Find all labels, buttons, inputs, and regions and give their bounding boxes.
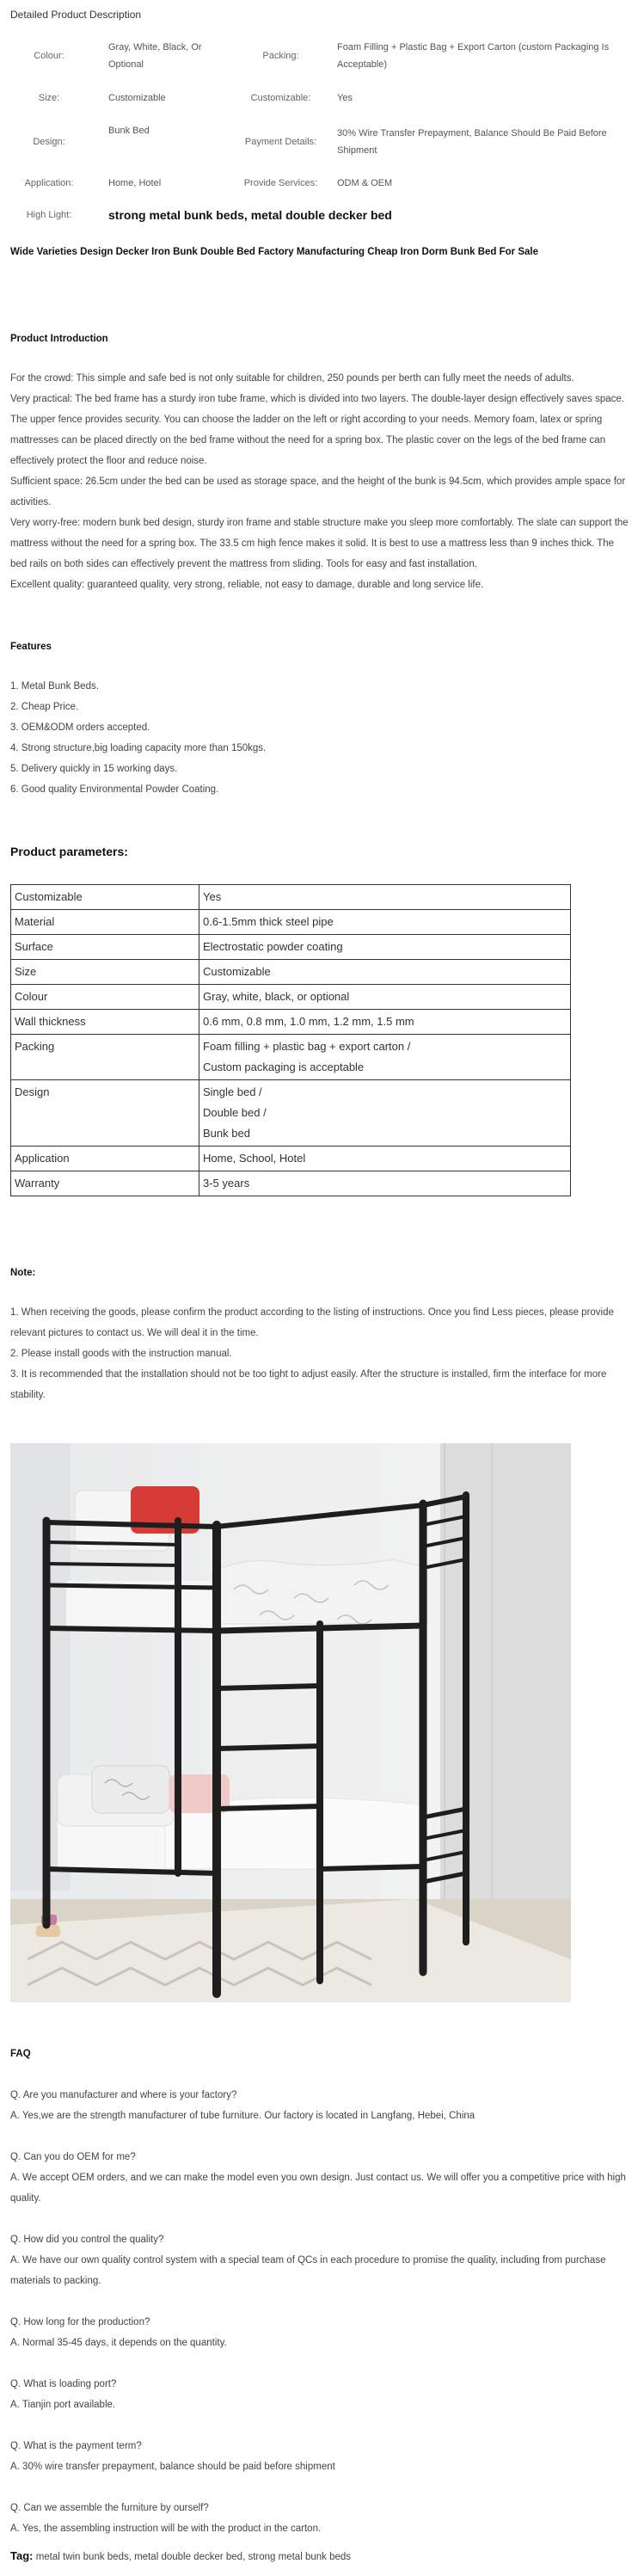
param-key: Material (11, 910, 199, 935)
param-row (11, 1171, 571, 1196)
param-key: Size (11, 960, 199, 985)
param-key: Application (11, 1147, 199, 1171)
faq-question: Q. Can you do OEM for me? (10, 2152, 136, 2162)
faq-answer: A. Normal 35-45 days, it depends on the quantity. (10, 2338, 227, 2348)
param-value-line: Single bed / (203, 1085, 262, 1098)
param-value-line: 0.6 mm, 0.8 mm, 1.0 mm, 1.2 mm, 1.5 mm (203, 1015, 414, 1028)
spec-row (10, 167, 629, 200)
spec-label: Payment Details: (244, 137, 317, 147)
note-item: 2. Please install goods with the instruction manual. (10, 1349, 232, 1359)
tag-link[interactable]: strong metal bunk beds (248, 2552, 352, 2562)
tag-link[interactable]: metal twin bunk beds (35, 2552, 129, 2562)
param-value-line: 0.6-1.5mm thick steel pipe (203, 915, 334, 928)
faq-question: Q. Can we assemble the furniture by ourself? (10, 2503, 209, 2513)
tag-label: Tag: (10, 2549, 34, 2562)
spec-table (10, 33, 629, 231)
intro-paragraph: Sufficient space: 26.5cm under the bed can be used as storage space, and the height of the bunk is 94.5cm, which provides ample space for activities. (10, 476, 626, 507)
param-row (11, 1147, 571, 1171)
param-value-line: Gray, white, black, or optional (203, 990, 350, 1003)
param-value-line: Custom packaging is acceptable (203, 1061, 365, 1073)
faq-question: Q. How long for the production? (10, 2317, 150, 2327)
spec-value: Customizable (108, 93, 166, 103)
param-value (199, 885, 571, 910)
intro-paragraph: For the crowd: This simple and safe bed is not only suitable for children, 250 pounds per berth can fully meet the needs of adults. (10, 373, 574, 384)
faq-question: Q. Are you manufacturer and where is your factory? (10, 2090, 237, 2100)
note-item: 3. It is recommended that the installation should not be too tight to adjust easily. After the structure is installed, firm the interface for more stability. (10, 1369, 607, 1400)
param-row (11, 910, 571, 935)
spec-label: Colour: (34, 51, 64, 61)
spec-label: Size: (38, 93, 60, 103)
faq-answer: A. Tianjin port available. (10, 2400, 116, 2410)
section-title-features: Features (10, 642, 52, 652)
param-value (199, 935, 571, 960)
param-value (199, 1171, 571, 1196)
section-title-introduction: Product Introduction (10, 334, 108, 344)
param-value (199, 1035, 571, 1080)
param-key: Colour (11, 985, 199, 1010)
intro-paragraph: Excellent quality: guaranteed quality, very strong, reliable, not easy to damage, durable and long service life. (10, 580, 484, 590)
feature-item: 3. OEM&ODM orders accepted. (10, 722, 150, 733)
param-key: Design (11, 1080, 199, 1147)
feature-item: 5. Delivery quickly in 15 working days. (10, 764, 178, 774)
spec-value: 30% Wire Transfer Prepayment, Balance Should Be Paid Before Shipment (337, 128, 607, 156)
spec-row-highlight (10, 200, 629, 231)
spec-value: Yes (337, 93, 353, 103)
param-row (11, 1035, 571, 1080)
section-title-parameters: Product parameters: (10, 845, 128, 858)
bunk-bed-photo (10, 1443, 571, 2002)
spec-value: Foam Filling + Plastic Bag + Export Carton (custom Packaging Is Acceptable) (337, 42, 610, 70)
tag-bar: Tag: metal twin bunk beds, metal double decker bed, strong metal bunk beds (10, 2549, 352, 2562)
spec-row (10, 117, 629, 167)
note-item: 1. When receiving the goods, please confirm the product according to the listing of instructions. Once you find Less pieces, please provide relevant pictures to contact us. We will deal it in the time. (10, 1307, 614, 1338)
note-text (10, 1302, 629, 1405)
spec-label: High Light: (26, 210, 72, 220)
spec-label: Customizable: (250, 93, 311, 103)
intro-paragraph: Very worry-free: modern bunk bed design, sturdy iron frame and stable structure make you sleep more comfortably. The slate can support the mattress without the need for a spring box. The 33.5 cm high fence makes it solid. It is best to use a mattress less than 9 inches thick. The bed rails on both sides can effectively prevent the mattress from sliding. Tools for easy and fast installation. (10, 518, 629, 569)
param-value-line: 3-5 years (203, 1177, 250, 1190)
param-value (199, 1147, 571, 1171)
param-row (11, 1080, 571, 1147)
param-value (199, 1010, 571, 1035)
feature-item: 4. Strong structure,big loading capacity more than 150kgs. (10, 743, 267, 753)
param-row (11, 960, 571, 985)
faq-answer: A. We accept OEM orders, and we can make the model even you own design. Just contact us. We will offer you a competitive price with high quality. (10, 2173, 626, 2204)
param-value-line: Bunk bed (203, 1127, 250, 1140)
parameters-table (10, 884, 571, 1196)
section-title-note: Note: (10, 1268, 36, 1278)
highlight-value: strong metal bunk beds, metal double decker bed (108, 208, 392, 222)
faq-answer: A. Yes, the assembling instruction will be with the product in the carton. (10, 2524, 322, 2534)
param-key: Packing (11, 1035, 199, 1080)
param-row (11, 935, 571, 960)
feature-item: 1. Metal Bunk Beds. (10, 681, 99, 692)
spec-row (10, 33, 629, 79)
tag-link[interactable]: metal double decker bed (134, 2552, 243, 2562)
faq-question: Q. What is loading port? (10, 2379, 117, 2389)
param-row (11, 985, 571, 1010)
spec-label: Packing: (262, 51, 299, 61)
spec-value: Gray, White, Black, Or Optional (108, 42, 202, 70)
spec-value: ODM & OEM (337, 178, 393, 188)
param-key: Surface (11, 935, 199, 960)
param-value-line: Double bed / (203, 1106, 267, 1119)
param-value (199, 910, 571, 935)
param-row (11, 1010, 571, 1035)
spec-label: Design: (33, 137, 65, 147)
param-value-line: Customizable (203, 965, 271, 978)
spec-value: Home, Hotel (108, 178, 162, 188)
spec-row (10, 79, 629, 117)
faq-question: Q. What is the payment term? (10, 2441, 142, 2451)
features-list (10, 676, 629, 800)
param-key: Customizable (11, 885, 199, 910)
description-title: Detailed Product Description (10, 9, 142, 21)
param-value (199, 1080, 571, 1147)
product-headline: Wide Varieties Design Decker Iron Bunk Double Bed Factory Manufacturing Cheap Iron Dorm Bunk Bed For Sale (10, 247, 538, 257)
param-value (199, 985, 571, 1010)
param-key: Wall thickness (11, 1010, 199, 1035)
introduction-text (10, 368, 629, 595)
param-value-line: Yes (203, 890, 222, 903)
spec-value: Bunk Bed (108, 126, 150, 136)
intro-paragraph: Very practical: The bed frame has a sturdy iron tube frame, which is divided into two layers. The double-layer design effectively saves space. The upper fence provides security. You can choose the ladder on the left or right according to your needs. Memory foam, latex or spring mattresses can be placed directly on the bed frame without the need for a spring box. The plastic cover on the legs of the bed frame can effectively protect the floor and reduce noise. (10, 394, 625, 466)
param-value-line: Home, School, Hotel (203, 1152, 306, 1165)
faq-question: Q. How did you control the quality? (10, 2235, 164, 2245)
spec-label: Provide Services: (243, 178, 318, 188)
spec-label: Application: (24, 178, 74, 188)
param-value (199, 960, 571, 985)
section-title-faq: FAQ (10, 2049, 31, 2059)
faq-answer: A. We have our own quality control system with a special team of QCs in each procedure to promise the quality, including from purchase materials to packing. (10, 2255, 606, 2286)
faq-answer: A. 30% wire transfer prepayment, balance should be paid before shipment (10, 2462, 335, 2472)
param-key: Warranty (11, 1171, 199, 1196)
faq-answer: A. Yes,we are the strength manufacturer of tube furniture. Our factory is located in Langfang, Hebei, China (10, 2111, 475, 2121)
feature-item: 2. Cheap Price. (10, 702, 79, 712)
feature-item: 6. Good quality Environmental Powder Coating. (10, 784, 219, 795)
faq-list (10, 2085, 629, 2539)
param-value-line: Electrostatic powder coating (203, 940, 343, 953)
param-row (11, 885, 571, 910)
param-value-line: Foam filling + plastic bag + export carton / (203, 1040, 411, 1053)
